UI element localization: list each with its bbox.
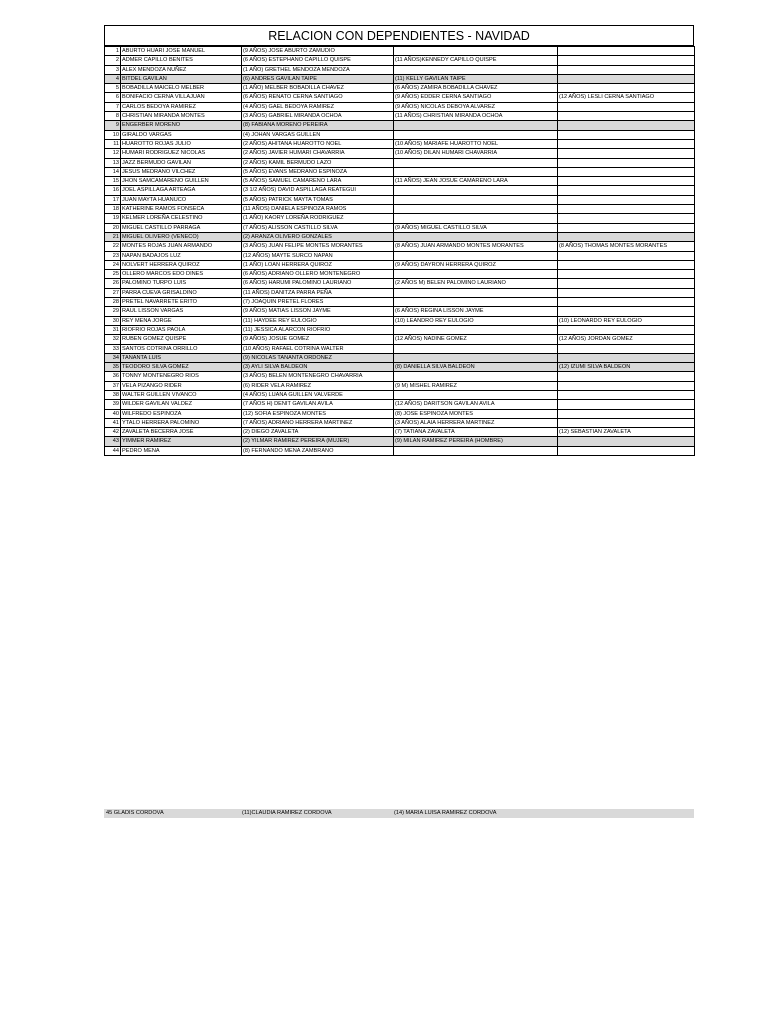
- dependent-cell: (11 AÑOS) DANITZA PARRA PEÑA: [242, 288, 394, 297]
- row-number: 40: [105, 409, 121, 418]
- employee-name: JOEL ASPILLAGA ARTEAGA: [121, 186, 242, 195]
- dependent-cell: (6 AÑOS) ZAMIRA BOBADILLA CHAVEZ: [394, 84, 558, 93]
- row-number: 17: [105, 195, 121, 204]
- dependent-cell: (9 M) MISHEL RAMIREZ: [394, 381, 558, 390]
- employee-name: BONIFACIO CERNA VILLAJUAN: [121, 93, 242, 102]
- table-row: [105, 251, 695, 260]
- employee-name: ENGERBER MORENO: [121, 121, 242, 130]
- dependent-cell: [394, 344, 558, 353]
- dependent-cell: [558, 418, 695, 427]
- table-row: [105, 84, 695, 93]
- dependent-cell: (8 AÑOS) THOMAS MONTES MORANTES: [558, 242, 695, 251]
- dependent-cell: (2 AÑOS M) BELEN PALOMINO LAURIANO: [394, 279, 558, 288]
- employee-name: WILDER GAVILAN VALDEZ: [121, 400, 242, 409]
- table-row: [105, 195, 695, 204]
- table-row: [105, 390, 695, 399]
- dependent-cell: [394, 288, 558, 297]
- dependent-cell: (11) HAYDEE REY EULOGIO: [242, 316, 394, 325]
- table-row: [105, 242, 695, 251]
- dependent-cell: (5 AÑOS) PATRICK MAYTA TOMAS: [242, 195, 394, 204]
- dependent-cell: (6 AÑOS) REGINA LISSON JAYME: [394, 307, 558, 316]
- table-row: [105, 270, 695, 279]
- dependent-cell: [558, 139, 695, 148]
- row-number: 22: [105, 242, 121, 251]
- dependent-cell: (10) LEANDRO REY EULOGIO: [394, 316, 558, 325]
- dependent-cell: (12 AÑOS) JORDAN GOMEZ: [558, 335, 695, 344]
- employee-name: HUAROTTO ROJAS JULIO: [121, 139, 242, 148]
- dependent-cell: (9 AÑOS) JOSE ABURTO ZAMUDIO: [242, 47, 394, 56]
- dependent-cell: (8) FERNANDO MENA ZAMBRANO: [242, 446, 394, 455]
- dependent-cell: (6 AÑOS) ESTEPHANO CAPILLO QUISPE: [242, 56, 394, 65]
- dependent-cell: [558, 251, 695, 260]
- table-row: [105, 158, 695, 167]
- table-row: [105, 437, 695, 446]
- employee-name: RUBEN GOMEZ QUISPE: [121, 335, 242, 344]
- dependent-cell: (3 AÑOS) BELEN MONTENEGRO CHAVARRIA: [242, 372, 394, 381]
- employee-name: OLLERO MARCOS EDO DINES: [121, 270, 242, 279]
- employee-name: TANANTA LUIS: [121, 353, 242, 362]
- dependent-cell: (9) MILAN RAMIREZ PEREIRA (HOMBRE): [394, 437, 558, 446]
- dependent-cell: (3 1/2 AÑOS) DAVID ASPILLAGA REATEGUI: [242, 186, 394, 195]
- dependent-cell: [558, 381, 695, 390]
- dependent-cell: (1 AÑO) LOAN HERRERA QUIROZ: [242, 260, 394, 269]
- dependents-table: [104, 46, 695, 456]
- row-number: 42: [105, 428, 121, 437]
- employee-name: JHON SAMCAMARENO GUILLEN: [121, 177, 242, 186]
- row-number: 5: [105, 84, 121, 93]
- table-row: [105, 214, 695, 223]
- row-number: 13: [105, 158, 121, 167]
- employee-name: JAZZ BERMUDO GAVILAN: [121, 158, 242, 167]
- dependent-cell: (11) JESSICA ALARCON RIOFRIO: [242, 325, 394, 334]
- table-row: [105, 307, 695, 316]
- dependent-cell: (6) ANDRES GAVILAN TAIPE: [242, 74, 394, 83]
- dependent-cell: [558, 232, 695, 241]
- dependent-cell: [394, 214, 558, 223]
- dependent-cell: (12 AÑOS) NADINE GOMEZ: [394, 335, 558, 344]
- dependent-cell: (8 AÑOS) JUAN ARMANDO MONTES MORANTES: [394, 242, 558, 251]
- dependent-cell: [558, 186, 695, 195]
- dependent-cell: (7 AÑOS H) DENIT GAVILAN AVILA: [242, 400, 394, 409]
- dependent-cell: (7) JOAQUIN PRETEL FLORES: [242, 298, 394, 307]
- table-row: [105, 279, 695, 288]
- dependent-cell: [394, 195, 558, 204]
- employee-name: REY MENA JORGE: [121, 316, 242, 325]
- row-number: 30: [105, 316, 121, 325]
- employee-name: VELA PIZANGO RIDER: [121, 381, 242, 390]
- dependent-cell: [558, 325, 695, 334]
- table-row: [105, 353, 695, 362]
- dependent-cell: [558, 84, 695, 93]
- row-number: 38: [105, 390, 121, 399]
- table-row: [105, 446, 695, 455]
- dependent-cell: [558, 130, 695, 139]
- dependent-cell: (6 AÑOS) HARUMI PALOMINO LAURIANO: [242, 279, 394, 288]
- table-row: [105, 223, 695, 232]
- row-number: 33: [105, 344, 121, 353]
- employee-name: WALTER GUILLEN VIVANCO: [121, 390, 242, 399]
- employee-name: MONTES ROJAS JUAN ARMANDO: [121, 242, 242, 251]
- dependent-cell: [394, 158, 558, 167]
- dependent-cell: [558, 270, 695, 279]
- employee-name: YIMMER RAMIREZ: [121, 437, 242, 446]
- dependent-cell: [394, 167, 558, 176]
- table-row: [105, 298, 695, 307]
- row-number: 32: [105, 335, 121, 344]
- row-number: 11: [105, 139, 121, 148]
- row-number: 16: [105, 186, 121, 195]
- sheet-title: RELACION CON DEPENDIENTES - NAVIDAD: [104, 25, 694, 46]
- dependent-cell: [558, 47, 695, 56]
- employee-name: PEDRO MENA: [121, 446, 242, 455]
- dependent-cell: [558, 56, 695, 65]
- dependent-cell: [558, 112, 695, 121]
- row-number: 8: [105, 112, 121, 121]
- row-number: 20: [105, 223, 121, 232]
- table-row: [105, 260, 695, 269]
- dependent-cell: [558, 260, 695, 269]
- table-row: [105, 363, 695, 372]
- extra-row-label: 45 GLADIS CORDOVA: [106, 810, 164, 816]
- dependent-cell: [394, 251, 558, 260]
- dependent-cell: (3) AYLI SILVA BALDEON: [242, 363, 394, 372]
- row-number: 35: [105, 363, 121, 372]
- dependent-cell: [558, 400, 695, 409]
- dependent-cell: (3 AÑOS) GABRIEL MIRANDA OCHOA: [242, 112, 394, 121]
- employee-name: JESUS MEDRANO VILCHEZ: [121, 167, 242, 176]
- dependent-cell: [394, 232, 558, 241]
- dependent-cell: (8) FABIANA MORENO PEREIRA: [242, 121, 394, 130]
- extra-row-dependent-2: (14) MARIA LUISA RAMIREZ CORDOVA: [394, 810, 497, 816]
- row-number: 44: [105, 446, 121, 455]
- dependent-cell: [394, 372, 558, 381]
- dependent-cell: (7 AÑOS) ADRIANO HERRERA MARTINEZ: [242, 418, 394, 427]
- dependent-cell: (5 AÑOS) SAMUEL CAMARENO LARA: [242, 177, 394, 186]
- table-row: [105, 288, 695, 297]
- dependent-cell: [558, 307, 695, 316]
- spreadsheet: [104, 25, 694, 456]
- table-row: [105, 335, 695, 344]
- extra-row-dependent-1: (11)CLAUDIA RAMIREZ CORDOVA: [242, 810, 332, 816]
- row-number: 29: [105, 307, 121, 316]
- dependent-cell: [558, 279, 695, 288]
- dependent-cell: (12) SOFIA ESPINOZA MONTES: [242, 409, 394, 418]
- row-number: 21: [105, 232, 121, 241]
- row-number: 24: [105, 260, 121, 269]
- dependent-cell: (5 AÑOS) EVANS MEDRANO ESPINOZA: [242, 167, 394, 176]
- employee-name: MIGUEL OLIVERO (VENECO): [121, 232, 242, 241]
- table-row: [105, 316, 695, 325]
- row-number: 43: [105, 437, 121, 446]
- table-body: [105, 47, 695, 456]
- dependent-cell: (3 AÑOS) ALAIA HERRERA MARTINEZ: [394, 418, 558, 427]
- employee-name: TONNY MONTENEGRO RIOS: [121, 372, 242, 381]
- dependent-cell: [558, 288, 695, 297]
- table-row: [105, 56, 695, 65]
- row-number: 4: [105, 74, 121, 83]
- dependent-cell: (6) RIDER VELA RAMIREZ: [242, 381, 394, 390]
- dependent-cell: (6 AÑOS) RENATO CERNA SANTIAGO: [242, 93, 394, 102]
- table-row: [105, 372, 695, 381]
- employee-name: ZAVALETA BECERRA JOSE: [121, 428, 242, 437]
- table-row: [105, 325, 695, 334]
- dependent-cell: [558, 372, 695, 381]
- employee-name: PALOMINO TURPO LUIS: [121, 279, 242, 288]
- dependent-cell: [558, 121, 695, 130]
- employee-name: KATHERINE RAMOS FONSECA: [121, 205, 242, 214]
- dependent-cell: [394, 65, 558, 74]
- dependent-cell: [558, 298, 695, 307]
- dependent-cell: (11 AÑOS) JEAN JOSUE CAMARENO LARA: [394, 177, 558, 186]
- dependent-cell: [558, 409, 695, 418]
- dependent-cell: [558, 390, 695, 399]
- dependent-cell: (12) SEBASTIAN ZAVALETA: [558, 428, 695, 437]
- dependent-cell: (2 AÑOS) AHITANA HUAROTTO NOEL: [242, 139, 394, 148]
- row-number: 14: [105, 167, 121, 176]
- dependent-cell: [394, 390, 558, 399]
- dependent-cell: (2) ARANZA OLIVERO GONZALES: [242, 232, 394, 241]
- dependent-cell: (8) JOSE ESPINOZA MONTES: [394, 409, 558, 418]
- table-row: [105, 400, 695, 409]
- dependent-cell: [394, 186, 558, 195]
- dependent-cell: (9 AÑOS) EDDER CERNA SANTIAGO: [394, 93, 558, 102]
- dependent-cell: [558, 149, 695, 158]
- row-number: 9: [105, 121, 121, 130]
- dependent-cell: [394, 325, 558, 334]
- dependent-cell: [394, 353, 558, 362]
- row-number: 31: [105, 325, 121, 334]
- dependent-cell: (1 AÑO) GRETHEL MENDOZA MENDOZA: [242, 65, 394, 74]
- row-number: 41: [105, 418, 121, 427]
- employee-name: NOLVERT HERRERA QUIROZ: [121, 260, 242, 269]
- employee-name: BOBADILLA MAICELO MELBER: [121, 84, 242, 93]
- employee-name: NAPAN BADAJOS LUZ: [121, 251, 242, 260]
- dependent-cell: [558, 102, 695, 111]
- dependent-cell: [558, 167, 695, 176]
- row-number: 26: [105, 279, 121, 288]
- dependent-cell: [394, 446, 558, 455]
- extra-row: [104, 809, 694, 818]
- employee-name: RAUL LISSON VARGAS: [121, 307, 242, 316]
- dependent-cell: (2 AÑOS) KAMIL BERMUDO LAZO: [242, 158, 394, 167]
- table-row: [105, 93, 695, 102]
- dependent-cell: [558, 437, 695, 446]
- employee-name: PARRA CUEVA GRISALDINO: [121, 288, 242, 297]
- dependent-cell: [558, 158, 695, 167]
- row-number: 12: [105, 149, 121, 158]
- dependent-cell: [558, 195, 695, 204]
- employee-name: ABURTO HUARI JOSE MANUEL: [121, 47, 242, 56]
- table-row: [105, 47, 695, 56]
- table-row: [105, 130, 695, 139]
- dependent-cell: (10 AÑOS) DILAN HUMARI CHAVARRIA: [394, 149, 558, 158]
- table-row: [105, 418, 695, 427]
- dependent-cell: (12 AÑOS) LESLI CERNA SANTIAGO: [558, 93, 695, 102]
- dependent-cell: (11) KELLY GAVILAN TAIPE: [394, 74, 558, 83]
- dependent-cell: (1 AÑO) MELBER BOBADILLA CHAVEZ: [242, 84, 394, 93]
- dependent-cell: [394, 121, 558, 130]
- dependent-cell: [558, 65, 695, 74]
- dependent-cell: (12 AÑOS) MAYTE SURCO NAPAN: [242, 251, 394, 260]
- employee-name: PRETEL NAVARRETE ERITO: [121, 298, 242, 307]
- employee-name: WILFREDO ESPINOZA: [121, 409, 242, 418]
- employee-name: ADMER CAPILLO BENITES: [121, 56, 242, 65]
- dependent-cell: (9 AÑOS) JOSUE GOMEZ: [242, 335, 394, 344]
- employee-name: MIGUEL CASTILLO PARRAGA: [121, 223, 242, 232]
- table-row: [105, 381, 695, 390]
- employee-name: CARLOS BEDOYA RAMIREZ: [121, 102, 242, 111]
- table-row: [105, 74, 695, 83]
- dependent-cell: (4 AÑOS) GAEL BEDOYA RAMIREZ: [242, 102, 394, 111]
- dependent-cell: (2) DIEGO ZAVALETA: [242, 428, 394, 437]
- dependent-cell: (11 AÑOS) CHRISTIAN MIRANDA OCHOA: [394, 112, 558, 121]
- row-number: 23: [105, 251, 121, 260]
- dependent-cell: [558, 177, 695, 186]
- employee-name: JUAN MAYTA HUANUCO: [121, 195, 242, 204]
- row-number: 10: [105, 130, 121, 139]
- table-row: [105, 177, 695, 186]
- row-number: 27: [105, 288, 121, 297]
- dependent-cell: (8) DANIELLA SILVA BALDEON: [394, 363, 558, 372]
- dependent-cell: (7 AÑOS) ALISSON CASTILLO SILVA: [242, 223, 394, 232]
- dependent-cell: [394, 205, 558, 214]
- table-row: [105, 344, 695, 353]
- table-row: [105, 65, 695, 74]
- table-row: [105, 186, 695, 195]
- row-number: 36: [105, 372, 121, 381]
- row-number: 34: [105, 353, 121, 362]
- row-number: 28: [105, 298, 121, 307]
- dependent-cell: [394, 47, 558, 56]
- dependent-cell: (4 AÑOS) LUANA GUILLEN VALVERDE: [242, 390, 394, 399]
- dependent-cell: (2) YILMAR RAMIREZ PEREIRA (MUJER): [242, 437, 394, 446]
- dependent-cell: (12) IZUMI SILVA BALDEON: [558, 363, 695, 372]
- dependent-cell: (10 AÑOS) RAFAEL COTRINA WALTER: [242, 344, 394, 353]
- table-row: [105, 149, 695, 158]
- table-row: [105, 232, 695, 241]
- employee-name: CHRISTIAN MIRANDA MONTES: [121, 112, 242, 121]
- dependent-cell: (9 AÑOS) NICOLAS DEBOYA ALVAREZ: [394, 102, 558, 111]
- row-number: 18: [105, 205, 121, 214]
- employee-name: ALEX MENDOZA NUÑEZ: [121, 65, 242, 74]
- dependent-cell: (3 AÑOS) JUAN FELIPE MONTES MORANTES: [242, 242, 394, 251]
- dependent-cell: (11 AÑOS) DANIELA ESPINOZA RAMOS: [242, 205, 394, 214]
- dependent-cell: (11 AÑOS)KENNEDY CAPILLO QUISPE: [394, 56, 558, 65]
- table-row: [105, 102, 695, 111]
- table-row: [105, 112, 695, 121]
- row-number: 3: [105, 65, 121, 74]
- table-row: [105, 167, 695, 176]
- dependent-cell: [394, 270, 558, 279]
- row-number: 39: [105, 400, 121, 409]
- dependent-cell: [558, 205, 695, 214]
- table-row: [105, 205, 695, 214]
- dependent-cell: (1 AÑO) KAORY LOREÑA RODRIGUEZ: [242, 214, 394, 223]
- dependent-cell: [558, 74, 695, 83]
- employee-name: BITDEL GAVILAN: [121, 74, 242, 83]
- dependent-cell: (9 AÑOS) DAYRON HERRERA QUIROZ: [394, 260, 558, 269]
- employee-name: GIRALDO VARGAS: [121, 130, 242, 139]
- row-number: 25: [105, 270, 121, 279]
- dependent-cell: (10 AÑOS) MARIAFE HUAROTTO NOEL: [394, 139, 558, 148]
- dependent-cell: [558, 214, 695, 223]
- table-row: [105, 428, 695, 437]
- dependent-cell: [558, 344, 695, 353]
- employee-name: YTALO HERRERA PALOMINO: [121, 418, 242, 427]
- dependent-cell: (7) TATIANA ZAVALETA: [394, 428, 558, 437]
- dependent-cell: [394, 298, 558, 307]
- table-row: [105, 121, 695, 130]
- row-number: 2: [105, 56, 121, 65]
- row-number: 15: [105, 177, 121, 186]
- row-number: 1: [105, 47, 121, 56]
- dependent-cell: (9) NICOLAS TANANTA ORDONEZ: [242, 353, 394, 362]
- employee-name: KELMER LOREÑA CELESTINO: [121, 214, 242, 223]
- dependent-cell: (9 AÑOS) MIGUEL CASTILLO SILVA: [394, 223, 558, 232]
- dependent-cell: (4) JOHAN VARGAS GUILLEN: [242, 130, 394, 139]
- dependent-cell: (10) LEONARDO REY EULOGIO: [558, 316, 695, 325]
- row-number: 19: [105, 214, 121, 223]
- employee-name: HUMARI RODRIGUEZ NICOLAS: [121, 149, 242, 158]
- dependent-cell: (2 AÑOS) JAVIER HUMARI CHAVARRIA: [242, 149, 394, 158]
- row-number: 37: [105, 381, 121, 390]
- dependent-cell: [394, 130, 558, 139]
- employee-name: SANTOS COTRINA ORRILLO: [121, 344, 242, 353]
- dependent-cell: (9 AÑOS) MATIAS LISSON JAYME: [242, 307, 394, 316]
- dependent-cell: (6 AÑOS) ADRIANO OLLERO MONTENEGRO: [242, 270, 394, 279]
- dependent-cell: [558, 446, 695, 455]
- row-number: 7: [105, 102, 121, 111]
- row-number: 6: [105, 93, 121, 102]
- employee-name: TEODORO SILVA GOMEZ: [121, 363, 242, 372]
- employee-name: RIOFRIO ROJAS PAOLA: [121, 325, 242, 334]
- table-row: [105, 409, 695, 418]
- table-row: [105, 139, 695, 148]
- dependent-cell: [558, 353, 695, 362]
- dependent-cell: (12 AÑOS) DARITSON GAVILAN AVILA: [394, 400, 558, 409]
- dependent-cell: [558, 223, 695, 232]
